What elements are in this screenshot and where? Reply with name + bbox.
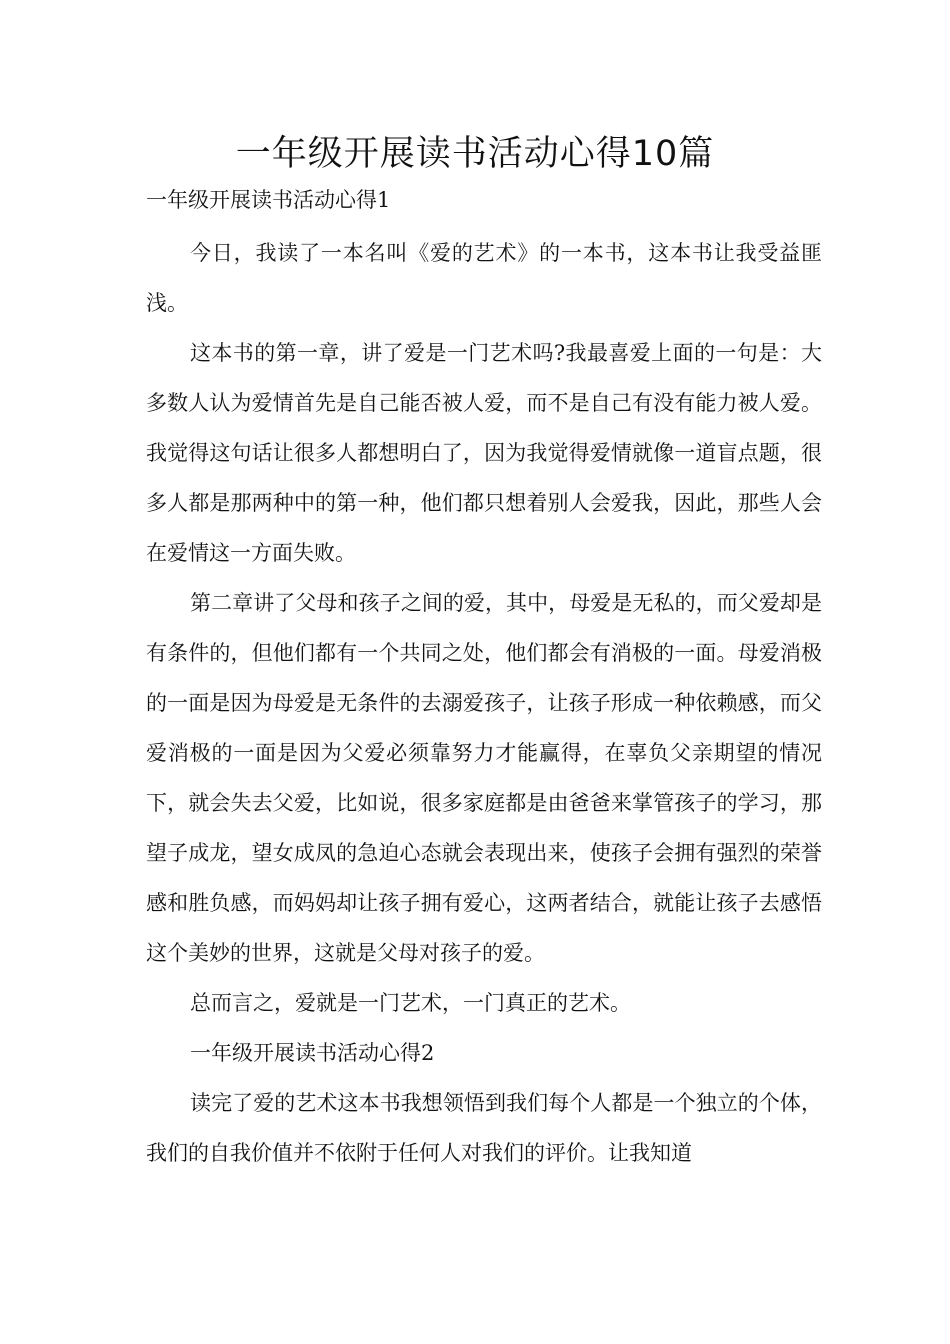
document-body — [146, 228, 822, 1178]
section-heading-1: 一年级开展读书活动心得1 — [146, 188, 391, 212]
paragraph: 这本书的第一章，讲了爱是一门艺术吗?我最喜爱上面的一句是：大多数人认为爱情首先是自己能否被人爱，而不是自己有没有能力被人爱。我觉得这句话让很多人都想明白了，因为我觉得爱情就像一道盲点题，很多人都是那两种中的第一种，他们都只想着别人会爱我，因此，那些人会在爱情这一方面失败。 — [146, 341, 822, 565]
paragraph: 读完了爱的艺术这本书我想领悟到我们每个人都是一个独立的个体，我们的自我价值并不依附于任何人对我们的评价。让我知道 — [146, 1091, 822, 1165]
paragraph: 今日，我读了一本名叫《爱的艺术》的一本书，这本书让我受益匪浅。 — [146, 241, 822, 315]
section-heading-2: 一年级开展读书活动心得2 — [190, 1041, 435, 1065]
paragraph: 第二章讲了父母和孩子之间的爱，其中，母爱是无私的，而父爱却是有条件的，但他们都有一个共同之处，他们都会有消极的一面。母爱消极的一面是因为母爱是无条件的去溺爱孩子，让孩子形成一种依赖感，而父爱消极的一面是因为父爱必须靠努力才能赢得，在辜负父亲期望的情况下，就会失去父爱，比如说，很多家庭都是由爸爸来掌管孩子的学习，那望子成龙，望女成凤的急迫心态就会表现出来，使孩子会拥有强烈的荣誉感和胜负感，而妈妈却让孩子拥有爱心，这两者结合，就能让孩子去感悟这个美妙的世界，这就是父母对孩子的爱。 — [146, 591, 822, 965]
document-title: 一年级开展读书活动心得10篇 — [235, 134, 715, 174]
paragraph: 总而言之，爱就是一门艺术，一门真正的艺术。 — [190, 991, 631, 1015]
